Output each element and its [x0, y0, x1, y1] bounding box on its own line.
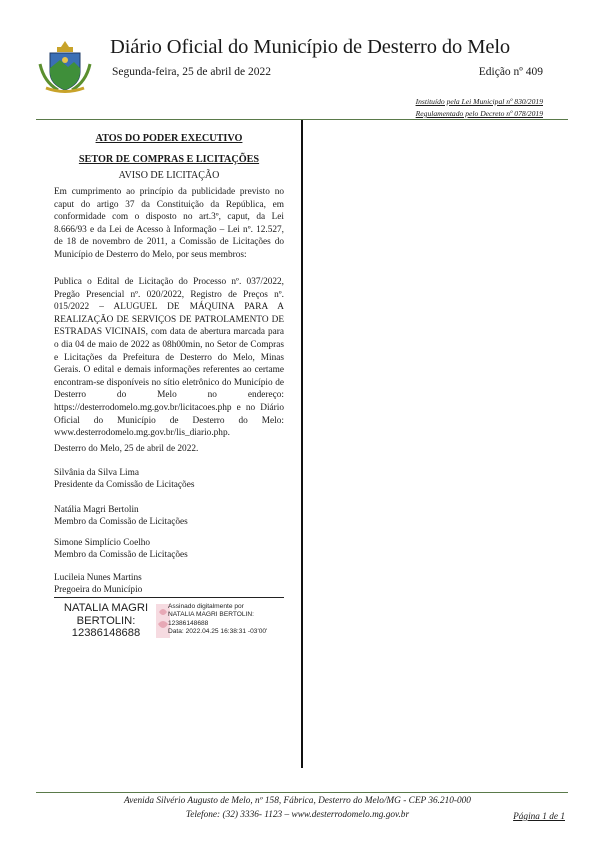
- signature-block-3: [54, 537, 284, 561]
- signer-role: Pregoeira do Município: [54, 585, 143, 596]
- institution-law: Instituído pela Lei Municipal nº 830/2019: [415, 97, 543, 106]
- signer-name: Natália Magri Bertolin: [54, 505, 139, 515]
- digital-signature-info: Assinado digitalmente por NATALIA MAGRI BERTOLIN: 12386148688 Data: 2022.04.25 16:38:31 -03'00': [168, 603, 268, 636]
- signer-role: Membro da Comissão de Licitações: [54, 550, 188, 561]
- place-date: Desterro do Melo, 25 de abril de 2022.: [54, 444, 199, 454]
- page-number: Página 1 de 1: [513, 812, 565, 822]
- signer-name: Simone Simplício Coelho: [54, 538, 151, 548]
- footer-address: Avenida Silvério Augusto de Melo, nº 158, Fábrica, Desterro do Melo/MG - CEP 36.210-000: [124, 796, 471, 806]
- signer-name: Lucileia Nunes Martins: [54, 573, 142, 583]
- signer-role: Presidente da Comissão de Licitações: [54, 480, 195, 491]
- signature-block-1: [54, 467, 284, 491]
- notice-paragraph-1: Em cumprimento ao princípio da publicidade previsto no caput do artigo 37 da Constituição da República, em conformidade com o disposto no art.3º, caput, da Lei 8.666/93 e da Lei de Acesso à Informação – Lei nº. 12.527, de 18 de novembro de 2011, a Comissão de Licitações do Município de Desterro do Melo, por seus membros:: [54, 187, 284, 260]
- edition-number: Edição nº 409: [478, 66, 543, 78]
- footer-divider: [36, 792, 568, 793]
- signature-block-2: [54, 504, 284, 528]
- section-title-executive: ATOS DO PODER EXECUTIVO: [95, 133, 243, 144]
- signer-role: Membro da Comissão de Licitações: [54, 517, 188, 528]
- footer-contact: Telefone: (32) 3336- 1123 – www.desterrodomelo.mg.gov.br: [185, 810, 410, 820]
- page-title: Diário Oficial do Município de Desterro do Melo: [110, 36, 511, 58]
- signature-block-4: [54, 572, 284, 596]
- publication-date: Segunda-feira, 25 de abril de 2022: [112, 66, 272, 78]
- notice-paragraph-2: Publica o Edital de Licitação do Processo nº. 037/2022, Pregão Presencial nº. 020/2022, Registro de Preços nº. 015/2022 – ALUGUEL DE MÁQUINA PARA A REALIZAÇÃO DE SERVIÇOS DE PATROLAMENTO DE ESTRADAS VICINAIS, com data de abertura marcada para o dia 04 de maio de 2022 as 08h00min, no Setor de Compras e Licitações da Prefeitura de Desterro do Melo, Minas Gerais. O edital e demais informações referentes ao certame encontram-se disponíveis no sítio eletrônico do Município de Desterro do Melo no endereço: https://desterrodomelo.mg.gov.br/licitacoes.php e no Diário Oficial do Município de Desterro do Melo: www.desterrodomelo.mg.gov.br/lis_diario.php.: [54, 277, 284, 439]
- institution-note: [416, 96, 543, 120]
- notice-subtitle: AVISO DE LICITAÇÃO: [118, 170, 220, 181]
- municipal-crest-icon: [36, 38, 94, 94]
- section-title-purchases: SETOR DE COMPRAS E LICITAÇÕES: [78, 154, 260, 165]
- digital-signature-name: NATALIA MAGRI BERTOLIN: 12386148688: [63, 602, 149, 640]
- article-end-rule: [54, 597, 284, 598]
- signer-name: Silvânia da Silva Lima: [54, 468, 139, 478]
- column-divider: [301, 120, 303, 768]
- institution-decree: Regulamentado pelo Decreto nº 078/2019: [415, 109, 543, 118]
